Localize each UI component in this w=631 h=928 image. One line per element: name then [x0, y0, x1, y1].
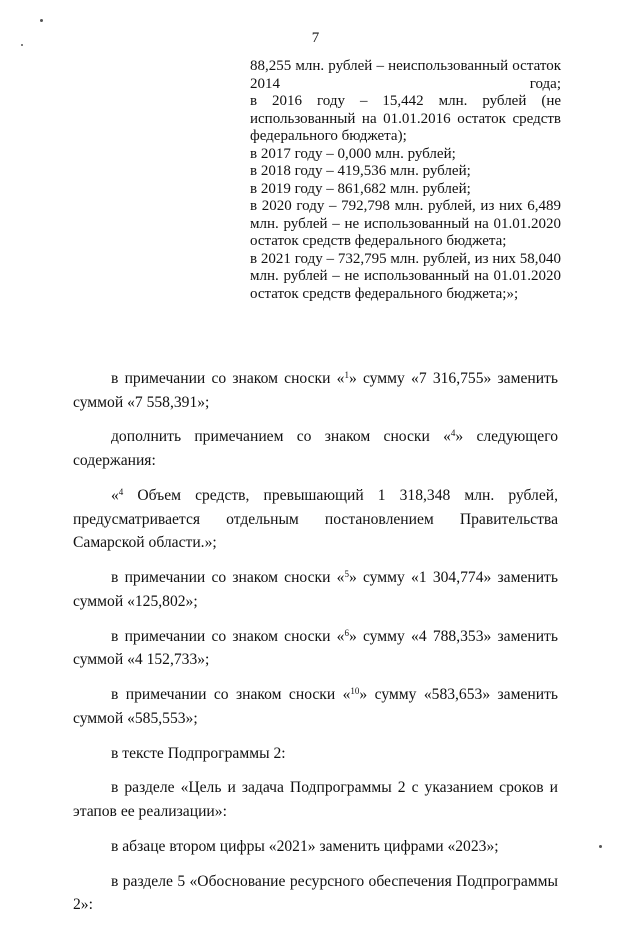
- text-run: «: [111, 486, 119, 504]
- paragraph: [73, 625, 558, 672]
- text-run: Объем средств, превышающий 1 318,348 млн. рублей, предусматривается отдельным постановлением Правительства Самарской области.»;: [73, 486, 558, 552]
- paragraph: в разделе «Цель и задача Подпрограммы 2 с указанием сроков и этапов ее реализации»:: [73, 779, 558, 820]
- paragraph: в разделе 5 «Обоснование ресурсного обеспечения Подпрограммы 2»:: [73, 872, 558, 914]
- scan-speck: [40, 19, 43, 22]
- page-number: 7: [311, 30, 320, 46]
- column-line: в 2016 году – 15,442 млн. рублей (не использованный на 01.01.2016 остаток средств федерального бюджета);: [250, 93, 561, 144]
- column-line: в 2019 году – 861,682 млн. рублей;: [250, 180, 471, 197]
- column-line: в 2017 году – 0,000 млн. рублей;: [250, 145, 456, 162]
- footnote-mark: 5: [344, 569, 349, 580]
- footnote-mark: 4: [118, 486, 124, 497]
- text-run: » следующего содержания:: [73, 428, 558, 470]
- column-line: в 2021 году – 732,795 млн. рублей, из них 58,040 млн. рублей – не использованный на 01.01.2020 остаток средств федерального бюджета;»;: [250, 250, 561, 302]
- paragraph: [73, 566, 558, 613]
- paragraph: [73, 484, 558, 555]
- paragraph: [73, 367, 558, 414]
- column-line: в 2020 году – 792,798 млн. рублей, из них 6,489 млн. рублей – не использованный на 01.01.2020 остаток средств федерального бюджета;: [250, 198, 561, 249]
- text-run: » сумму «4 788,353» заменить суммой «4 152,733»;: [73, 627, 558, 669]
- text-run: в примечании со знаком сноски «: [111, 627, 345, 645]
- funding-column: [250, 58, 561, 303]
- footnote-mark: 6: [344, 627, 349, 638]
- main-text: [73, 367, 558, 928]
- text-run: в примечании со знаком сноски «: [111, 686, 351, 704]
- footnote-mark: 1: [344, 370, 349, 380]
- text-run: » сумму «583,653» заменить суммой «585,553»;: [73, 686, 559, 727]
- paragraph: [73, 425, 558, 472]
- footnote-mark: 4: [450, 428, 456, 439]
- footnote-mark: 10: [350, 686, 360, 697]
- paragraph: в абзаце втором цифры «2021» заменить цифрами «2023»;: [111, 837, 499, 855]
- text-run: в примечании со знаком сноски «: [111, 370, 345, 387]
- text-run: » сумму «7 316,755» заменить суммой «7 558,391»;: [73, 370, 558, 411]
- paragraph: [73, 683, 558, 730]
- text-run: в примечании со знаком сноски «: [111, 569, 345, 587]
- column-line: 88,255 млн. рублей – неиспользованный остаток 2014 года;: [250, 58, 561, 92]
- text-run: дополнить примечанием со знаком сноски «: [111, 428, 451, 446]
- text-run: » сумму «1 304,774» заменить суммой «125,802»;: [73, 569, 558, 610]
- column-line: в 2018 году – 419,536 млн. рублей;: [250, 163, 471, 179]
- scan-speck: [599, 845, 602, 848]
- paragraph: в тексте Подпрограммы 2:: [111, 744, 286, 762]
